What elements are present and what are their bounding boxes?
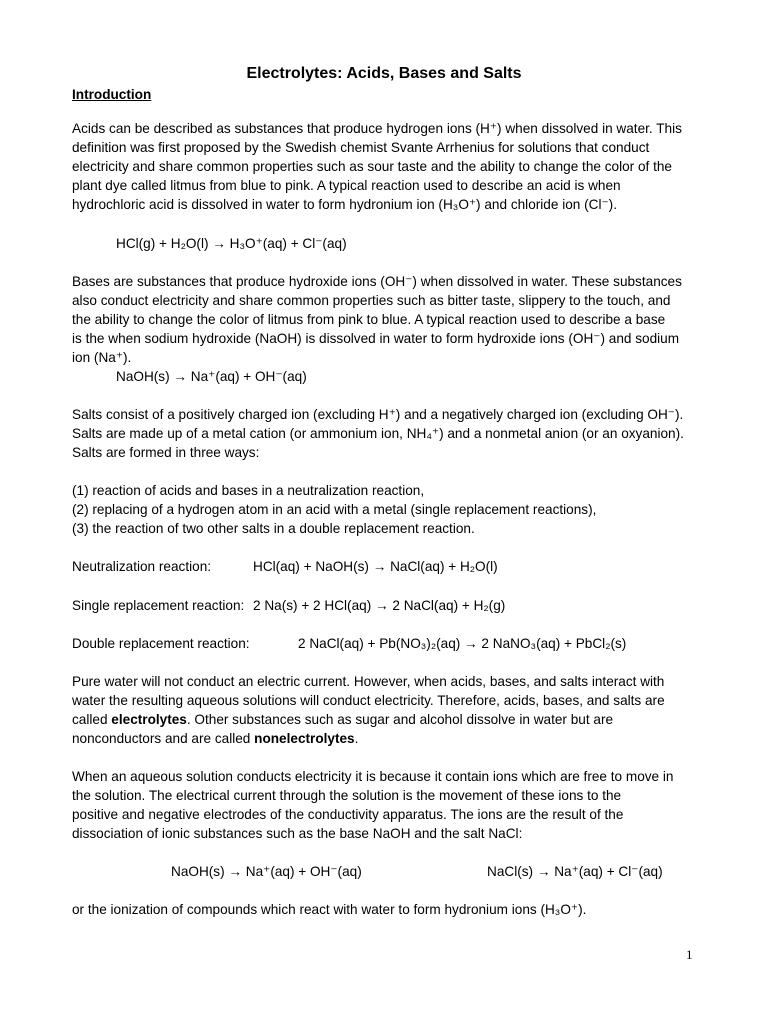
neutralization-label: Neutralization reaction: [72, 559, 212, 574]
single-replacement-label: Single replacement reaction: [72, 598, 245, 613]
list-item: (2) replacing of a hydrogen atom in an acid with a metal (single replacement reactions), [72, 502, 597, 517]
bases-paragraph-line: is the when sodium hydroxide (NaOH) is dissolved in water to form hydroxide ions (OH⁻) and sodium [72, 331, 680, 346]
electrolytes-paragraph-line: nonconductors and are called nonelectrolytes. [72, 731, 359, 746]
bases-paragraph-line: also conduct electricity and share common properties such as bitter taste, slippery to the touch, and [72, 293, 671, 308]
page-number: 1 [686, 947, 693, 962]
acids-paragraph-line: Acids can be described as substances that produce hydrogen ions (H⁺) when dissolved in water. This [72, 121, 682, 136]
bases-paragraph-line: the ability to change the color of litmus from pink to blue. A typical reaction used to describe a base [72, 312, 666, 327]
double-replacement-label: Double replacement reaction: [72, 636, 250, 651]
electrolytes-paragraph-line: Pure water will not conduct an electric current. However, when acids, bases, and salts interact with [72, 674, 665, 689]
acids-paragraph-line: electricity and share common properties such as sour taste and the ability to change the color of the [72, 159, 672, 174]
list-item: (3) the reaction of two other salts in a double replacement reaction. [72, 521, 475, 536]
conductivity-paragraph-line: or the ionization of compounds which react with water to form hydronium ions (H₃O⁺). [72, 902, 587, 917]
acid-equation: HCl(g) + H₂O(l) → H₃O⁺(aq) + Cl⁻(aq) [116, 236, 347, 251]
list-item: (1) reaction of acids and bases in a neutralization reaction, [72, 483, 425, 498]
neutralization-equation: HCl(aq) + NaOH(s) → NaCl(aq) + H₂O(l) [253, 559, 498, 574]
base-equation: NaOH(s) → Na⁺(aq) + OH⁻(aq) [116, 369, 307, 384]
term-electrolytes: electrolytes [111, 712, 187, 727]
bases-paragraph-line: Bases are substances that produce hydroxide ions (OH⁻) when dissolved in water. These substances [72, 274, 682, 289]
conductivity-paragraph-line: positive and negative electrodes of the conductivity apparatus. The ions are the result of the [72, 807, 624, 822]
bases-paragraph-line: ion (Na⁺). [72, 350, 132, 365]
electrolytes-paragraph-line: called electrolytes. Other substances such as sugar and alcohol dissolve in water but are [72, 712, 614, 727]
acids-paragraph-line: definition was first proposed by the Swedish chemist Svante Arrhenius for solutions that conduct [72, 140, 650, 155]
term-nonelectrolytes: nonelectrolytes [254, 731, 355, 746]
salts-paragraph-line: Salts are made up of a metal cation (or ammonium ion, NH₄⁺) and a nonmetal anion (or an oxyanion). [72, 426, 684, 441]
single-replacement-equation: 2 Na(s) + 2 HCl(aq) → 2 NaCl(aq) + H₂(g) [253, 598, 506, 613]
salts-paragraph-line: Salts consist of a positively charged ion (excluding H⁺) and a negatively charged ion (excluding OH⁻). [72, 407, 684, 422]
salts-paragraph-line: Salts are formed in three ways: [72, 445, 260, 460]
document-title: Electrolytes: Acids, Bases and Salts [246, 65, 522, 82]
naoh-dissociation-equation: NaOH(s) → Na⁺(aq) + OH⁻(aq) [171, 864, 362, 879]
acids-paragraph-line: hydrochloric acid is dissolved in water to form hydronium ion (H₃O⁺) and chloride ion (Cl⁻). [72, 197, 617, 212]
conductivity-paragraph-line: the solution. The electrical current through the solution is the movement of these ions to the [72, 788, 622, 803]
electrolytes-paragraph-line: water the resulting aqueous solutions will conduct electricity. Therefore, acids, bases, and salts are [72, 693, 665, 708]
double-replacement-equation: 2 NaCl(aq) + Pb(NO₃)₂(aq) → 2 NaNO₃(aq) + PbCl₂(s) [298, 636, 627, 651]
conductivity-paragraph-line: When an aqueous solution conducts electricity it is because it contain ions which are free to move in [72, 769, 674, 784]
section-heading: Introduction [72, 87, 152, 102]
nacl-dissociation-equation: NaCl(s) → Na⁺(aq) + Cl⁻(aq) [487, 864, 663, 879]
acids-paragraph-line: plant dye called litmus from blue to pink. A typical reaction used to describe an acid is when [72, 178, 621, 193]
conductivity-paragraph-line: dissociation of ionic substances such as the base NaOH and the salt NaCl: [72, 826, 523, 841]
